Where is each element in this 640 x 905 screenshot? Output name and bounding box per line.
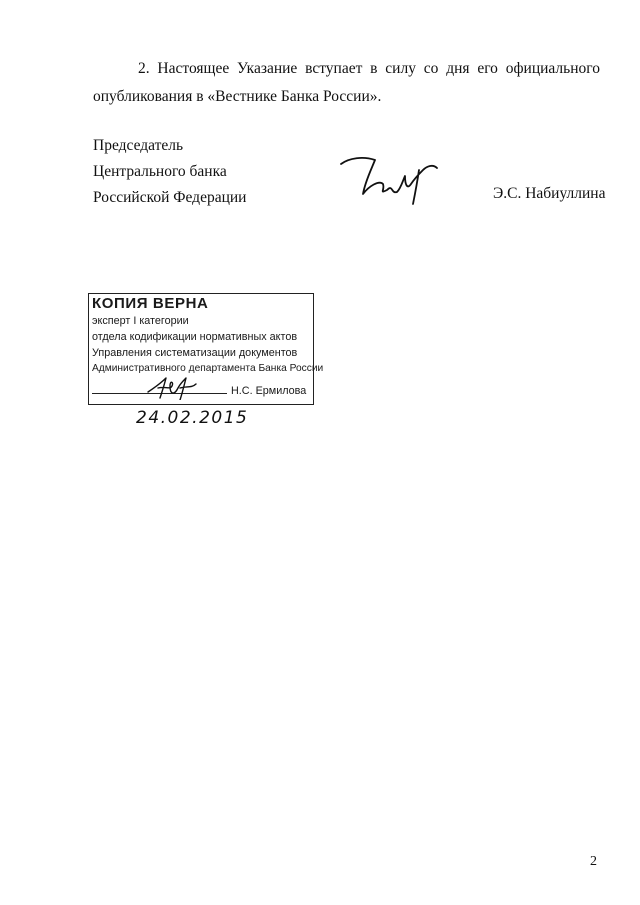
handwritten-date-text: 24.02.2015 <box>136 408 249 428</box>
chairman-signature <box>335 150 445 210</box>
signatory-title <box>93 133 246 211</box>
stamp-line-3: Управления систематизации документов <box>92 347 298 359</box>
stamp-title: КОПИЯ ВЕРНА <box>92 295 209 312</box>
paragraph-line-2: опубликования в «Вестнике Банка России». <box>93 88 382 105</box>
signatory-title-line-2: Центрального банка <box>93 163 227 180</box>
signatory-title-line-1: Председатель <box>93 137 184 154</box>
stamp-line-2: отдела кодификации нормативных актов <box>92 331 298 343</box>
stamp-line-1: эксперт I категории <box>92 315 189 327</box>
certified-copy-stamp <box>88 293 324 405</box>
signatory-name: Э.С. Набиуллина <box>493 185 606 202</box>
stamp-signature <box>144 374 204 400</box>
page-number: 2 <box>590 854 597 869</box>
paragraph-line-1: 2. Настоящее Указание вступает в силу со дня его официального <box>138 60 600 77</box>
effective-date-paragraph <box>93 55 600 111</box>
handwritten-date <box>134 405 254 429</box>
stamp-line-4: Административного департамента Банка России <box>92 363 324 374</box>
signatory-title-line-3: Российской Федерации <box>93 189 247 206</box>
stamp-officer-name: Н.С. Ермилова <box>231 385 307 397</box>
